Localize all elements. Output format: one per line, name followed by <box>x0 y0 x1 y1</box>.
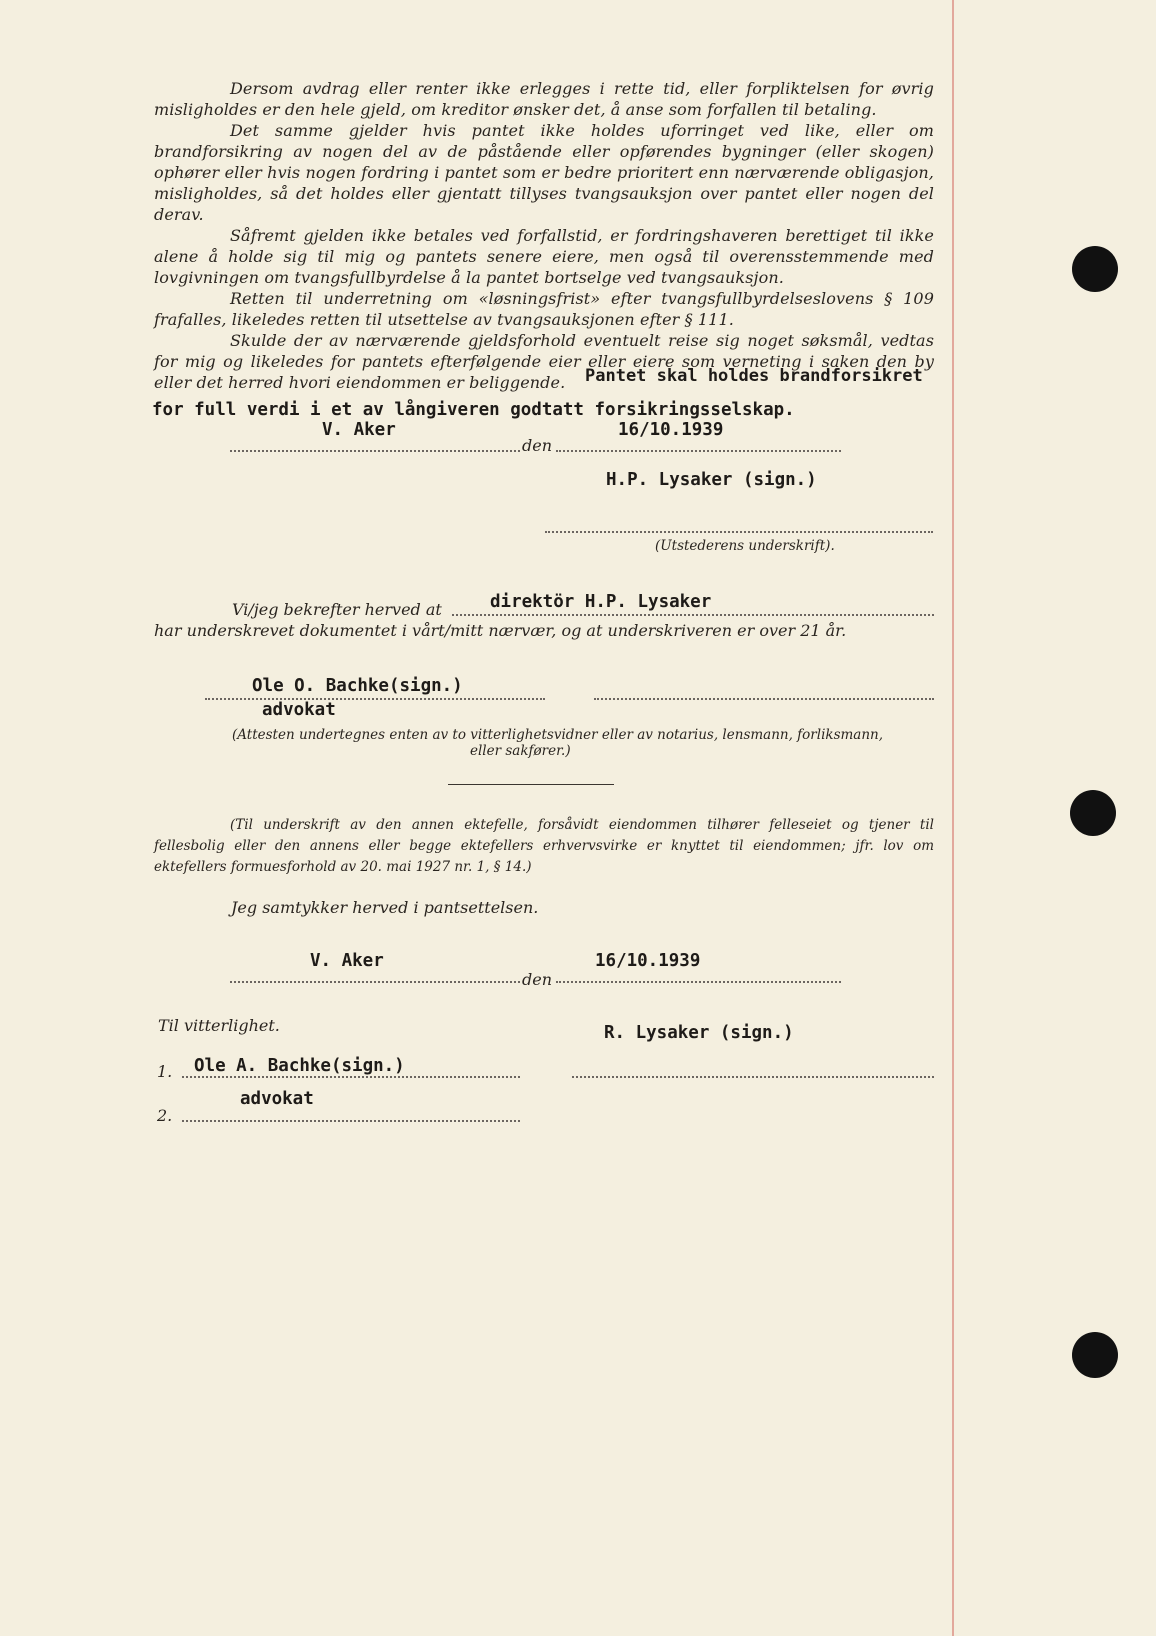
witness-signature: Ole O. Bachke(sign.) <box>252 676 463 696</box>
witness1-line <box>182 1076 520 1078</box>
term-insurance-clause: Det samme gjelder hvis pantet ikke holdes uforringet ved like, eller om brandforsikring av nogen del av de påstående eller opførendes bygninger (eller skogen) ophører eller hvis nogen fordring i pantet som er bedre prioritert enn nærværende obligasjon, misligholdes, så det holdes eller gjentatt tillyses tvangsauksjon over pantet eller nogen del derav. <box>154 121 934 224</box>
witness2-title: advokat <box>240 1089 314 1109</box>
spouse-signature: R. Lysaker (sign.) <box>604 1023 794 1043</box>
attest-statement: har underskrevet dokumentet i vårt/mitt nærvær, og at underskriveren er over 21 år. <box>154 621 847 640</box>
attest-note-1: (Attesten undertegnes enten av to vitterlighetsvidner eller av notarius, lensmann, forliksmann, <box>232 727 884 743</box>
date-line <box>556 450 841 452</box>
issuer-place: V. Aker <box>322 420 396 440</box>
witness-title: advokat <box>262 700 336 720</box>
attest-note-2: eller sakfører.) <box>470 743 571 759</box>
issuer-date: 16/10.1939 <box>618 420 724 440</box>
signature-caption: (Utstederens underskrift). <box>655 538 835 554</box>
witness2-line <box>182 1120 520 1122</box>
spouse-date: 16/10.1939 <box>595 951 701 971</box>
witness-line-1 <box>205 698 545 700</box>
spouse-note: (Til underskrift av den annen ektefelle, forsåvidt eiendommen tilhører felleseiet og tjener til fellesbolig eller den annens eller begge ektefellers erhvervsvirke er knyttet til eiendommen; jfr. lov om ektefellers formuesforhold av 20. mai 1927 nr. 1, § 14.) <box>154 817 934 875</box>
term-notice-clause: Retten til underretning om «løsningsfrist» efter tvangsfullbyrdelseslovens § 109 frafalles, likeledes retten til utsettelse av tvangsauksjonen efter § 111. <box>154 289 934 329</box>
section-divider <box>448 784 614 785</box>
spouse-den-label: den <box>522 970 553 989</box>
spouse-date-line <box>556 981 841 983</box>
spouse-place: V. Aker <box>310 951 384 971</box>
typed-clause-a: Pantet skal holdes brandforsikret <box>585 366 923 386</box>
spouse-signature-line <box>572 1076 934 1078</box>
spouse-place-line <box>230 981 520 983</box>
attest-name-line <box>452 614 934 616</box>
binder-hole <box>1072 246 1118 292</box>
place-line <box>230 450 520 452</box>
typed-clause-b: for full verdi i et av långiveren godtatt forsikringsselskap. <box>152 400 795 420</box>
spouse-consent: Jeg samtykker herved i pantsettelsen. <box>231 898 539 917</box>
witness1-signature: Ole A. Bachke(sign.) <box>194 1056 405 1076</box>
margin-rule <box>952 0 954 1636</box>
issuer-signature: H.P. Lysaker (sign.) <box>606 470 817 490</box>
binder-hole <box>1072 1332 1118 1378</box>
witness1-number: 1. <box>157 1062 173 1081</box>
witness-label: Til vitterlighet. <box>158 1016 280 1035</box>
term-default-clause: Dersom avdrag eller renter ikke erlegges i rette tid, eller forpliktelsen for øvrig misligholdes er den hele gjeld, om kreditor ønsker det, å anse som forfallen til betaling. <box>154 79 934 119</box>
attest-lead: Vi/jeg bekrefter herved at <box>232 600 442 619</box>
den-label: den <box>522 436 553 455</box>
witness2-number: 2. <box>157 1106 173 1125</box>
term-venue-clause: Skulde der av nærværende gjeldsforhold eventuelt reise sig noget søksmål, vedtas for mig og likeledes for pantets efterfølgende eier eller eiere som verneting i saken den by eller det herred hvori eiendommen er beliggende. <box>154 331 934 392</box>
term-enforcement-clause: Såfremt gjelden ikke betales ved forfallstid, er fordringshaveren berettiget til ikke alene å holde sig til mig og pantets senere eiere, men også til overensstemmende med lovgivningen om tvangsfullbyrdelse å la pantet bortselge ved tvangsauksjon. <box>154 226 934 287</box>
witness-line-2 <box>594 698 934 700</box>
signature-line <box>545 531 933 533</box>
binder-hole <box>1070 790 1116 836</box>
attest-name: direktör H.P. Lysaker <box>490 592 712 612</box>
